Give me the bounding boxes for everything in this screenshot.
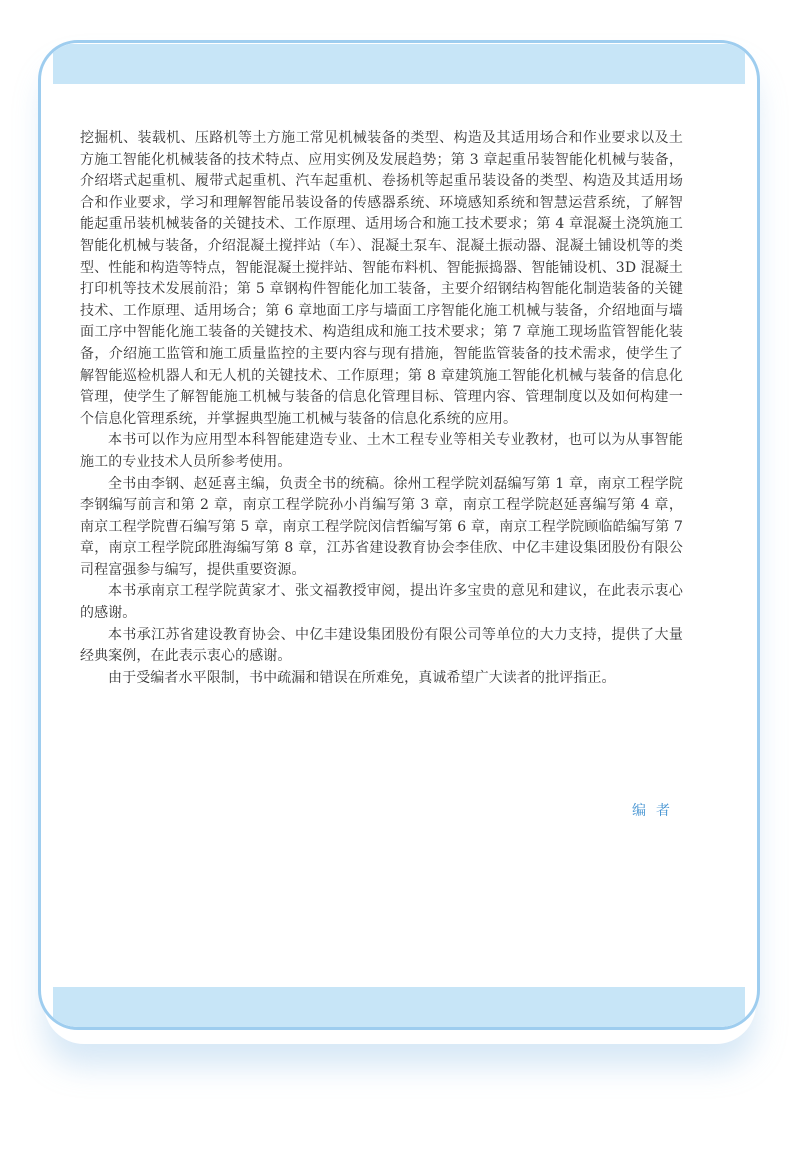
header-band — [53, 44, 745, 84]
footer-band — [53, 987, 745, 1027]
author-signature: 编者 — [632, 803, 680, 819]
paragraph-authors: 全书由李钢、赵延喜主编，负责全书的统稿。徐州工程学院刘磊编写第 1 章，南京工程学院李钢编写前言和第 2 章，南京工程学院孙小肖编写第 3 章，南京工程学院赵延喜编写第 4 章，南京工程学院曹石编写第 5 章，南京工程学院闵信哲编写第 6 章，南京工程学院顾临皓编写第 7 章，南京工程学院邱胜海编写第 8 章，江苏省建设教育协会李佳欣、中亿丰建设集团股份有限公司程富强参与编写，提供重要资源。 — [80, 475, 683, 578]
paragraph-audience: 本书可以作为应用型本科智能建造专业、土木工程专业等相关专业教材，也可以为从事智能施工的专业技术人员所参考使用。 — [80, 432, 683, 470]
preface-body — [80, 128, 683, 689]
paragraph-limitations: 由于受编者水平限制，书中疏漏和错误在所难免，真诚希望广大读者的批评指正。 — [108, 669, 616, 686]
paragraph-chapter-overview: 挖掘机、装载机、压路机等土方施工常见机械装备的类型、构造及其适用场合和作业要求以及土方施工智能化机械装备的技术特点、应用实例及发展趋势；第 3 章起重吊装智能化机械与装备，介绍塔式起重机、履带式起重机、汽车起重机、卷扬机等起重吊装设备的类型、构造及其适用场合和作业要求，学习和理解智能吊装设备的传感器系统、环境感知系统和智慧运营系统，了解智能起重吊装机械装备的关键技术、工作原理、适用场合和施工技术要求；第 4 章混凝土浇筑施工智能化机械与装备，介绍混凝土搅拌站（车）、混凝土泵车、混凝土振动器、混凝土铺设机等的类型、性能和构造等特点，智能混凝土搅拌站、智能布料机、智能振捣器、智能铺设机、3D 混凝土打印机等技术发展前沿；第 5 章钢构件智能化加工装备，主要介绍钢结构智能化制造装备的关键技术、工作原理、适用场合；第 6 章地面工序与墙面工序智能化施工机械与装备，介绍地面与墙面工序中智能化施工装备的关键技术、构造组成和施工技术要求；第 7 章施工现场监管智能化装备，介绍施工监管和施工质量监控的主要内容与现有措施，智能监管装备的技术需求，使学生了解智能巡检机器人和无人机的关键技术、工作原理；第 8 章建筑施工智能化机械与装备的信息化管理，使学生了解智能施工机械与装备的信息化管理目标、管理内容、管理制度以及如何构建一个信息化管理系统，并掌握典型施工机械与装备的信息化系统的应用。 — [80, 130, 683, 427]
paragraph-reviewers: 本书承南京工程学院黄家才、张文福教授审阅，提出许多宝贵的意见和建议，在此表示衷心的感谢。 — [80, 583, 683, 622]
paragraph-support: 本书承江苏省建设教育协会、中亿丰建设集团股份有限公司等单位的大力支持，提供了大量经典案例，在此表示衷心的感谢。 — [80, 626, 683, 665]
